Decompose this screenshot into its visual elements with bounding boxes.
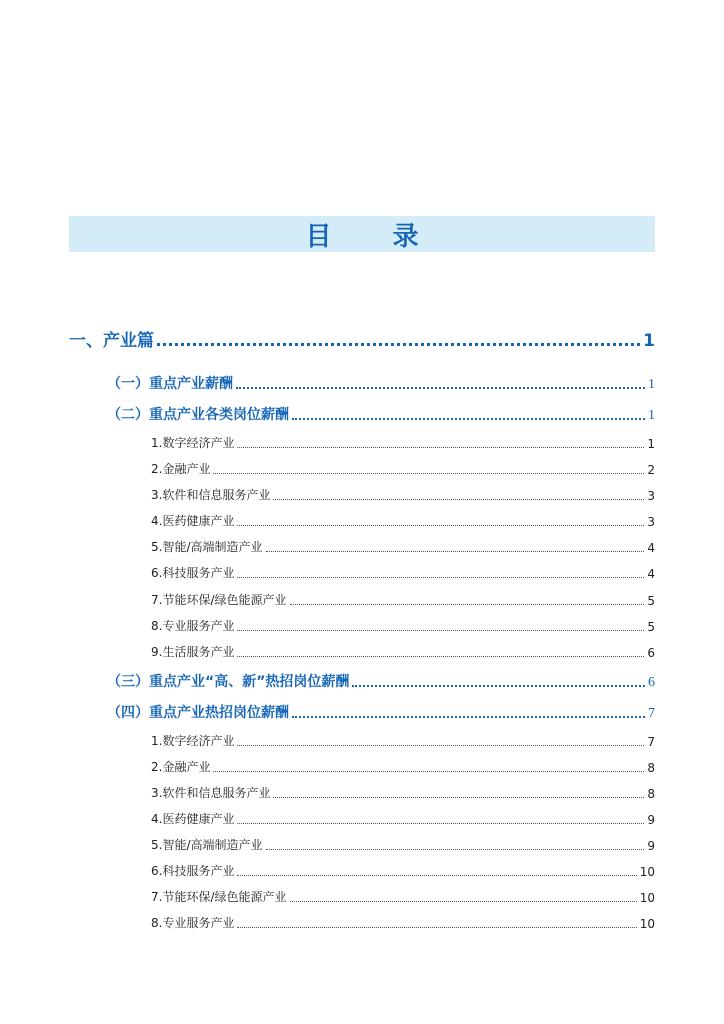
toc-item-entry[interactable] <box>151 617 655 634</box>
toc-entry-label: 7.节能环保/绿色能源产业 <box>151 593 287 607</box>
dot-leader <box>273 797 644 798</box>
toc-item-entry[interactable] <box>151 538 655 555</box>
toc-entry-page: 1 <box>643 331 655 351</box>
toc-entry-page: 8 <box>647 787 655 801</box>
toc-item-entry[interactable] <box>151 564 655 581</box>
toc-entry-page: 5 <box>647 594 655 608</box>
toc-entry-page: 9 <box>647 839 655 853</box>
toc-entry-page: 4 <box>647 541 655 555</box>
toc-entry-label: 5.智能/高端制造产业 <box>151 838 263 852</box>
dot-leader <box>237 525 644 526</box>
toc-title-bar <box>69 216 655 252</box>
toc-entry-label: 6.科技服务产业 <box>151 566 235 580</box>
dot-leader <box>273 499 644 500</box>
toc-title: 目 录 <box>305 221 445 252</box>
dot-leader <box>290 604 645 605</box>
toc-entry-label: 8.专业服务产业 <box>151 619 235 633</box>
toc-entry-label: 6.科技服务产业 <box>151 864 235 878</box>
dot-leader <box>352 685 645 687</box>
toc-entry-page: 1 <box>648 377 655 392</box>
toc-entry-page: 10 <box>639 891 655 905</box>
toc-item-entry[interactable] <box>151 486 655 503</box>
toc-entry-page: 1 <box>648 408 655 423</box>
dot-leader <box>290 901 637 902</box>
dot-leader <box>213 771 644 772</box>
toc-entry-label: 一、产业篇 <box>69 331 154 351</box>
toc-entry-label: 3.软件和信息服务产业 <box>151 786 271 800</box>
toc-entry-page: 3 <box>647 489 655 503</box>
dot-leader <box>237 823 644 824</box>
dot-leader <box>237 745 644 746</box>
dot-leader <box>237 656 644 657</box>
toc-item-entry[interactable] <box>151 512 655 529</box>
toc-entry-page: 3 <box>647 515 655 529</box>
toc-item-entry[interactable] <box>151 643 655 660</box>
toc-entry-page: 10 <box>639 865 655 879</box>
dot-leader <box>237 630 644 631</box>
toc-item-entry[interactable] <box>151 836 655 853</box>
toc-entry-page: 6 <box>647 646 655 660</box>
toc-entry-label: 8.专业服务产业 <box>151 916 235 930</box>
toc-entry-page: 7 <box>648 706 655 721</box>
dot-leader <box>292 418 645 420</box>
toc-entry-label: 1.数字经济产业 <box>151 436 235 450</box>
toc-entry-label: 2.金融产业 <box>151 760 211 774</box>
dot-leader <box>237 927 636 928</box>
toc-entry-label: 1.数字经济产业 <box>151 734 235 748</box>
toc-section-entry[interactable] <box>107 671 655 691</box>
dot-leader <box>237 577 644 578</box>
toc-item-entry[interactable] <box>151 862 655 879</box>
toc-entry-label: 7.节能环保/绿色能源产业 <box>151 890 287 904</box>
toc-item-entry[interactable] <box>151 460 655 477</box>
toc-entry-label: 5.智能/高端制造产业 <box>151 540 263 554</box>
dot-leader <box>237 447 644 448</box>
dot-leader <box>266 849 645 850</box>
toc-entry-page: 10 <box>639 917 655 931</box>
toc-entry-label: （一）重点产业薪酬 <box>107 376 233 392</box>
toc-entry-page: 2 <box>647 463 655 477</box>
toc-item-entry[interactable] <box>151 434 655 451</box>
toc-entry-label: 3.软件和信息服务产业 <box>151 488 271 502</box>
toc-section-entry[interactable] <box>107 373 655 393</box>
toc-entry-page: 8 <box>647 761 655 775</box>
toc-entry-page: 9 <box>647 813 655 827</box>
toc-part-entry[interactable] <box>69 326 655 351</box>
toc-entry-page: 6 <box>648 675 655 690</box>
toc-item-entry[interactable] <box>151 784 655 801</box>
toc-entry-page: 4 <box>647 567 655 581</box>
toc-item-entry[interactable] <box>151 591 655 608</box>
toc-item-entry[interactable] <box>151 732 655 749</box>
toc-entry-label: 2.金融产业 <box>151 462 211 476</box>
toc-entry-label: 4.医药健康产业 <box>151 514 235 528</box>
toc-entry-page: 7 <box>647 735 655 749</box>
dot-leader <box>266 551 645 552</box>
toc-entry-label: （二）重点产业各类岗位薪酬 <box>107 407 289 423</box>
dot-leader <box>157 343 640 346</box>
toc-entry-label: 4.医药健康产业 <box>151 812 235 826</box>
dot-leader <box>237 875 636 876</box>
toc-entry-page: 1 <box>647 437 655 451</box>
dot-leader <box>213 473 644 474</box>
toc-item-entry[interactable] <box>151 914 655 931</box>
toc-item-entry[interactable] <box>151 810 655 827</box>
toc-section-entry[interactable] <box>107 404 655 424</box>
dot-leader <box>292 716 645 718</box>
toc-entry-label: 9.生活服务产业 <box>151 645 235 659</box>
toc-section-entry[interactable] <box>107 702 655 722</box>
toc-entry-label: （四）重点产业热招岗位薪酬 <box>107 705 289 721</box>
toc-entry-label: （三）重点产业“高、新”热招岗位薪酬 <box>107 674 350 690</box>
toc-entry-page: 5 <box>647 620 655 634</box>
toc-item-entry[interactable] <box>151 758 655 775</box>
dot-leader <box>236 387 645 389</box>
toc-item-entry[interactable] <box>151 888 655 905</box>
